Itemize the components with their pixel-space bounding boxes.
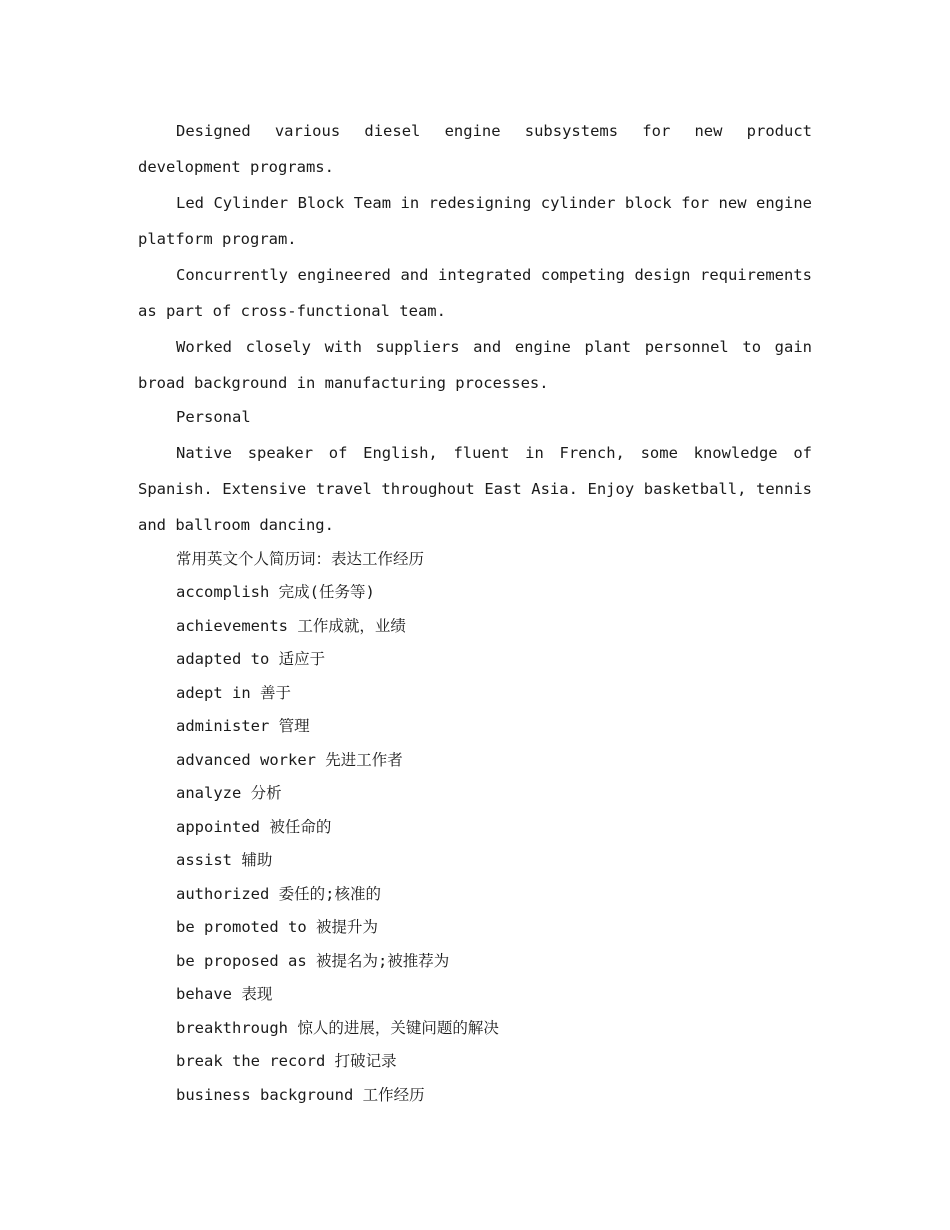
vocab-item: break the record 打破记录 (176, 1052, 397, 1070)
vocab-item: be proposed as 被提名为;被推荐为 (176, 951, 450, 970)
experience-paragraph-1: Designed various diesel engine subsystems for new product development programs. (138, 122, 812, 176)
vocab-item: advanced worker 先进工作者 (176, 750, 403, 769)
vocab-item: business background 工作经历 (176, 1085, 425, 1104)
vocab-item: analyze 分析 (176, 784, 282, 802)
document-page (138, 113, 812, 1112)
experience-paragraph-3: Concurrently engineered and integrated competing design requirements as part of cross-functional team. (138, 266, 812, 320)
vocab-item: be promoted to 被提升为 (176, 918, 378, 936)
vocab-item: behave 表现 (176, 985, 273, 1003)
personal-heading: Personal (176, 408, 251, 426)
vocab-item: administer 管理 (176, 717, 310, 735)
vocab-item: accomplish 完成(任务等) (176, 583, 375, 601)
vocab-heading: 常用英文个人简历词：表达工作经历 (176, 549, 425, 568)
vocab-item: achievements 工作成就，业绩 (176, 616, 406, 635)
personal-paragraph: Native speaker of English, fluent in French, some knowledge of Spanish. Extensive travel throughout East Asia. Enjoy basketball, tennis and ballroom dancing. (138, 443, 812, 534)
vocab-item: adept in 善于 (176, 683, 291, 702)
vocab-item: authorized 委任的;核准的 (176, 884, 381, 903)
experience-paragraph-2: Led Cylinder Block Team in redesigning cylinder block for new engine platform program. (138, 194, 812, 248)
experience-paragraph-4: Worked closely with suppliers and engine plant personnel to gain broad background in manufacturing processes. (138, 338, 812, 392)
vocab-item: appointed 被任命的 (176, 817, 332, 836)
vocab-list (138, 576, 812, 1112)
vocab-item: assist 辅助 (176, 851, 273, 869)
vocab-item: breakthrough 惊人的进展，关键问题的解决 (176, 1018, 499, 1037)
vocab-item: adapted to 适应于 (176, 650, 326, 668)
